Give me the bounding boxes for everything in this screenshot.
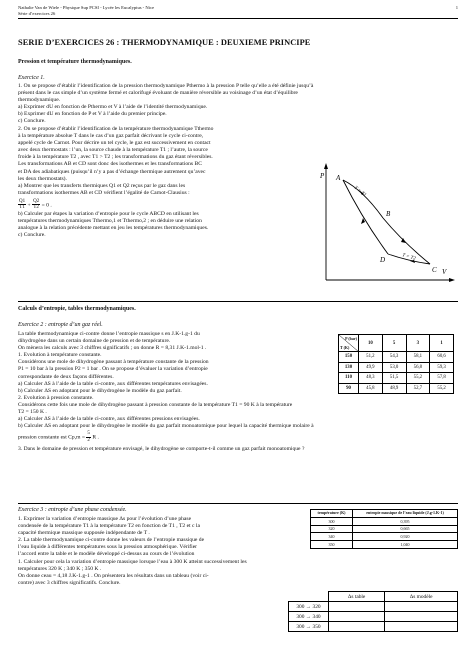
pressure-header: P (bar) [345,336,357,341]
table-cell: 52,7 [406,383,430,394]
text-line: La table thermodynamique ci-contre donne l’entropie massique s en J.K-1.g-1 du [18,331,200,337]
table-row [311,517,458,525]
t1-symbol: T1 [19,205,25,211]
t2-symbol: T2 [33,205,39,211]
table-cell: 340 [311,533,353,541]
text-line: les deux thermostats). [18,175,67,182]
text-line: 2. Evolution à pression constante. [18,394,94,401]
results-cell[interactable] [385,622,458,632]
series-line: Série d’exercices 26 [18,11,56,16]
temperature-header: T (K) [340,345,350,350]
column-header: 1 [430,335,454,352]
t2-isotherm-label: T = T2 [401,253,417,262]
table-row [339,383,454,394]
point-c-label: C [432,266,437,274]
row-header: 90 [339,383,359,394]
table-cell: 48,3 [359,373,383,384]
clausius-equation: $\frac{Q1}{T1}$ + $\frac{Q2}{T2}$ = 0 . [19,198,52,211]
results-cell[interactable] [329,602,385,612]
table-row [311,525,458,533]
cp-den: 2 [87,437,90,443]
results-header-table: Δs table [329,592,385,602]
table-row [339,373,454,384]
column-header: 5 [382,335,406,352]
text-line: présent dans le cas simple d’un système fermé et calorifugé évoluant de manière réversible au voisinage d’un état d’équilibre [18,90,298,97]
table-cell: 55,2 [406,373,430,384]
text-line: Considérons une mole de dihydrogène passant à température constante de la pression [18,359,209,366]
text-line: à la température absolue T dans le cas d’un gaz parfait décrivant le cycle ci-contre, [18,133,204,140]
text-line: 1. Exprimer la variation d’entropie massique Δs pour l’évolution d’une phase [18,516,192,522]
header-rule [18,18,458,19]
exercise3-body [18,516,286,587]
point-d-label: D [380,256,386,264]
table-cell: 54,3 [382,352,406,363]
water-temp-header: température (K) [311,510,353,518]
page-title: SERIE D’EXERCICES 26 : THERMODYNAMIQUE : DEUXIEME PRINCIPE [18,38,311,47]
text-line: condensée de la température T1 à la température T2 en fonction de T1 , T2 et c la [18,523,200,530]
q2-symbol: Q2 [33,198,40,204]
table-cell: 53,0 [382,362,406,373]
row-header: 110 [339,373,359,384]
clausius-rhs: = 0 . [41,202,52,209]
table-cell: 0,920 [353,533,458,541]
text-line: 3. Dans le domaine de pression et température envisagé, le dihydrogène se comporte-t-il comme un gaz parfait monoatomique ? [18,446,305,453]
text-line: appelé cycle de Carnot. Pour décrire un tel cycle, le gaz est successivement en contact [18,140,211,147]
section-separator [18,301,458,302]
cp-prefix: pression constante est Cp,m = [18,434,86,441]
results-corner [289,592,329,602]
column-header: 3 [406,335,430,352]
section2-heading: Calculs d’entropie, tables thermodynamiques. [18,306,136,312]
column-header: 10 [359,335,383,352]
text-line: On donne ceau = 4,18 J.K-1.g-1 . On présentera les résultats dans un tableau (voir ci- [18,572,209,579]
adiabat-da [343,180,388,254]
results-table [288,591,458,632]
exercise1-part2 [18,126,300,239]
table-cell: 51,2 [359,352,383,363]
text-line: b) Calculer ΔS en adoptant pour le dihydrogène le modèle du gaz parfait. [18,387,182,394]
text-line: températures thermodynamiques Tthermo,1 et Tthermo,2 ; en déduire une relation [18,218,202,225]
table-cell: 0,395 [353,517,458,525]
text-line: froide à la température T2 , avec T1 > T2 ; les transformations du gaz étant réversibles. [18,154,213,161]
table-row [311,541,458,549]
author-line: Nathalie Van de Wiele - Physique Sup PCSI - Lycée les Eucalyptus - Nice [18,5,155,10]
results-row-label: 300 → 350 [289,622,329,632]
text-line: a) Montrer que les transferts thermiques Q1 et Q2 reçus par le gaz dans les [18,182,186,189]
exercise3-title: Exercice 3 : entropie d’une phase condensée. [18,507,127,513]
exercise2-part2 [18,402,456,453]
p-axis-label: P [320,172,325,180]
table-cell: 1,040 [353,541,458,549]
text-line: Considérons cette fois une mole de dihydrogène passant à pression constante de la température T1 = 90 K à la température [18,402,293,408]
text-line: Les transformations AB et CD sont donc des isothermes et les transformations BC [18,161,202,168]
results-cell[interactable] [385,612,458,622]
text-line: analogue à la relation précédente mettant en jeu les températures thermodynamiques. [18,225,209,232]
table-cell: 56,8 [406,362,430,373]
table-cell: 60,6 [430,352,454,363]
text-line: transformations isothermes AB et CD vérifient l’égalité de Carnot-Clausius : [18,189,190,196]
section1-heading: Pression et température thermodynamiques. [18,59,132,65]
table-row [289,622,458,632]
results-cell[interactable] [385,602,458,612]
table-corner [339,335,359,352]
exercise1-title: Exercice 1. [18,75,45,81]
results-cell[interactable] [329,622,385,632]
text-line: dihydrogène dans un certain domaine de pression et de température. [18,338,171,345]
v-axis-arrow [449,278,455,282]
text-line: capacité thermique massique supposée indépendante de T . [18,530,150,537]
hydrogen-entropy-table [338,334,454,394]
text-line: 1. Evolution à température constante. [18,352,102,359]
t1-isotherm-label: T = T1 [352,185,367,199]
results-header-model: Δs modèle [385,592,458,602]
table-cell: 55,2 [430,383,454,394]
page-header [18,5,458,17]
row-header: 130 [339,362,359,373]
table-row [311,533,458,541]
text-line: On mènera les calculs avec 3 chiffres significatifs ; on donne R = 8,31 J.K-1.mol-1 . [18,345,207,352]
text-line: b) Exprimer dU en fonction de P et V à l’aide du premier principe. [18,111,167,118]
text-line: b) Calculer par étapes la variation d’entropie pour le cycle ABCD en utilisant les [18,210,199,217]
exercise1-part1 [18,83,456,126]
table-row [339,352,454,363]
cp-suffix: R . [92,434,99,441]
carnot-cycle-diagram [318,160,458,288]
point-a-label: A [336,174,341,182]
table-cell: 0,665 [353,525,458,533]
table-cell: 59,3 [430,362,454,373]
text-line: températures 320 K ; 340 K ; 350 K . [18,565,102,572]
table-row [339,362,454,373]
table-cell: 49,9 [359,362,383,373]
row-header: 150 [339,352,359,363]
cp-equation [18,430,456,443]
table-cell: 57,8 [430,373,454,384]
text-line: a) Exprimer dU en fonction de Pthermo et V à l’aide de l’identité thermodynamique. [18,104,208,111]
table-cell: 350 [311,541,353,549]
text-line: T2 = 150 K . [18,409,47,416]
table-cell: 58,1 [406,352,430,363]
results-cell[interactable] [329,612,385,622]
v-axis-label: V [442,268,447,276]
table-cell: 320 [311,525,353,533]
exercise2-title: Exercice 2 : entropie d’un gaz réel. [18,322,103,328]
water-entropy-header: entropie massique de l’eau liquide (J.g-1.K-1) [353,510,458,518]
text-line: thermodynamique. [18,97,61,104]
text-line: c) Conclure. [18,232,46,239]
text-line: correspondante de deux façons différentes. [18,373,114,380]
text-line: l’accord entre la table et le modèle développé ci-dessus au cours de l’évolution [18,551,195,558]
table-cell: 48,9 [382,383,406,394]
table-cell: 51,5 [382,373,406,384]
text-line: a) Calculer ΔS à l’aide de la table ci-contre, aux différentes pressions envisagées. [18,416,200,423]
text-line: contre) avec 3 chiffres significatifs. Conclure. [18,579,121,586]
text-line: a) Calculer ΔS à l’aide de la table ci-contre, aux différentes températures envisagées. [18,380,208,387]
results-row-label: 300 → 320 [289,602,329,612]
table-cell: 45,8 [359,383,383,394]
text-line: 2. La table thermodynamique ci-contre donne les valeurs de l’entropie massique de [18,537,205,544]
text-line: avec deux thermostats : l’un, la source chaude à la température T1 ; l’autre, la source [18,147,208,154]
text-line: 2. On se propose d’établir l’identification de la température thermodynamique Tthermo [18,126,214,132]
table-cell: 300 [311,517,353,525]
isotherm-ab [343,180,383,218]
text-line: l’eau liquide à différentes températures sous la pression atmosphérique. Vérifier [18,544,198,551]
section-separator [18,503,458,504]
text-line: P1 = 10 bar à la pression P2 = 1 bar . On se propose d’évaluer la variation d’entropie [18,366,208,373]
page-number: 1 [455,5,458,10]
text-line: 1. On se propose d’établir l’identification de la pression thermodynamique Pthermo à la pression P telle qu’elle a été définie jusqu’à [18,83,314,89]
results-row-label: 300 → 340 [289,612,329,622]
water-entropy-table [310,509,458,549]
q1-symbol: Q1 [19,198,26,204]
text-line: et DA des adiabatiques (puisqu’il n’y a pas d’échange thermique autrement qu’avec [18,168,206,175]
table-row [289,612,458,622]
text-line: b) Calculer ΔS en adoptant pour le dihydrogène le modèle du gaz parfait monoatomique pour lequel la capacité thermique molaire à [18,423,314,430]
cp-num: 5 [87,431,90,437]
text-line: 1. Calculer pour cela la variation d’entropie massique lorsque l’eau à 300 K atteint successivement les [18,558,247,565]
exercise2-intro [18,331,300,402]
p-axis-arrow [324,163,328,169]
table-row [289,602,458,612]
text-line: c) Conclure. [18,118,46,125]
point-b-label: B [386,210,391,218]
